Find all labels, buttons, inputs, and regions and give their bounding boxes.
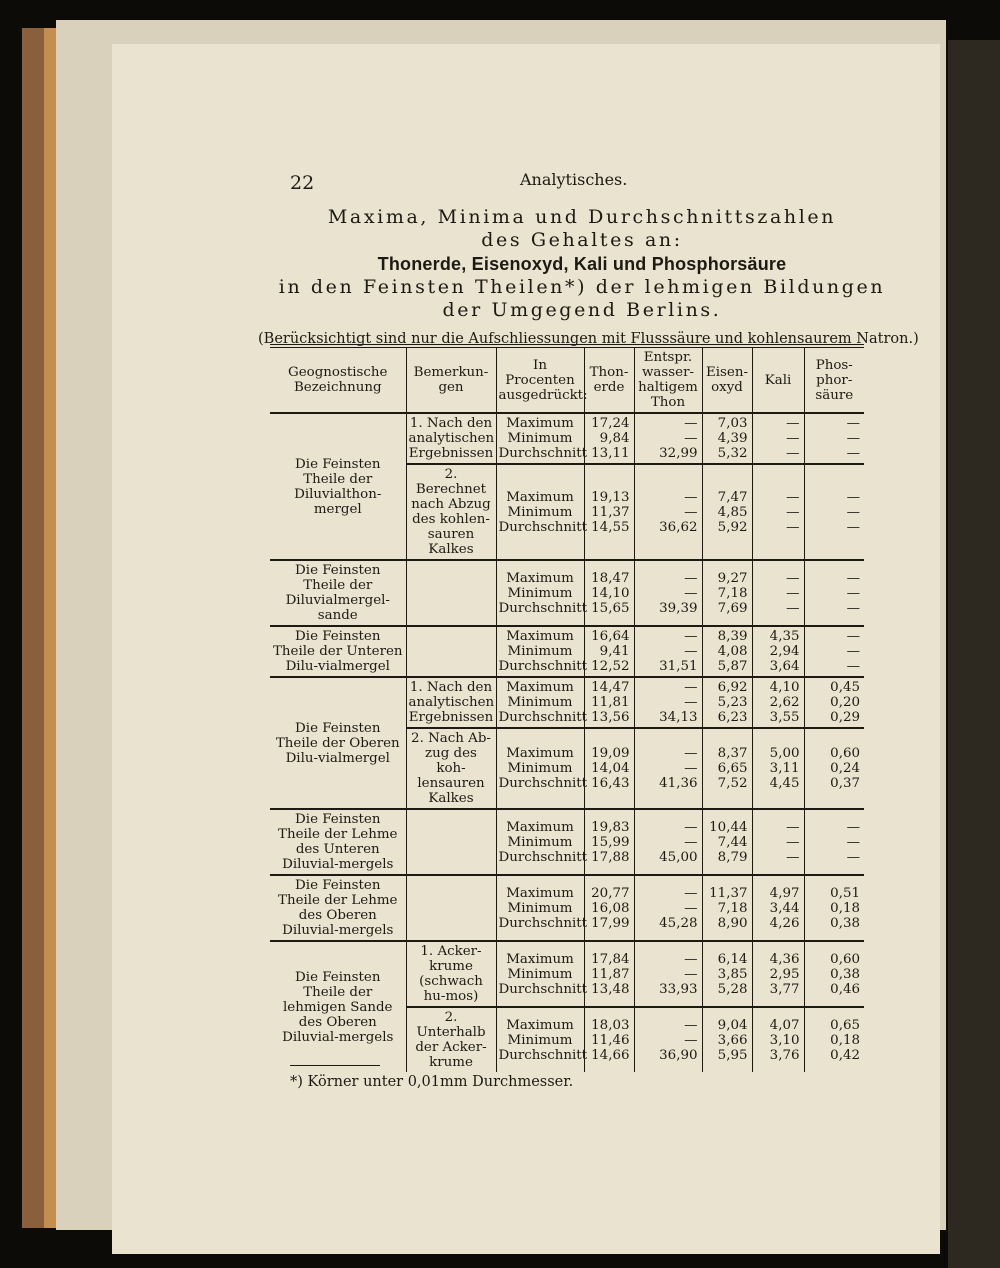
- thonerde-cell: [584, 875, 634, 941]
- kali-cell: [752, 677, 804, 728]
- cell-line: 7,18: [717, 900, 748, 916]
- percent-type-cell: [496, 677, 588, 728]
- cell-line: 9,41: [599, 644, 630, 659]
- title-line-3: Thonerde, Eisenoxyd, Kali und Phosphorsäure: [377, 254, 787, 274]
- table-row: [270, 413, 864, 464]
- cell-line: Maximum: [506, 819, 574, 835]
- cell-line: —: [684, 1032, 698, 1048]
- kali-cell: [752, 941, 804, 1007]
- cell-line: 19,83: [591, 819, 630, 835]
- wasser-thon-cell: [634, 941, 702, 1007]
- cell-line: Maximum: [506, 489, 574, 505]
- title-line-2: des Gehaltes an:: [481, 229, 683, 251]
- cell-line: 3,64: [769, 659, 800, 674]
- cell-line: 12,52: [591, 659, 630, 674]
- cell-line: Maximum: [506, 951, 574, 967]
- cell-line: 4,85: [717, 504, 748, 520]
- phosphorsaeure-cell: [804, 464, 864, 560]
- cell-line: 32,99: [659, 446, 698, 461]
- cell-line: 15,99: [591, 834, 630, 850]
- cell-line: Maximum: [506, 416, 574, 431]
- phosphorsaeure-cell: [804, 560, 864, 626]
- data-table: [270, 344, 864, 1072]
- cell-line: 11,46: [591, 1032, 630, 1048]
- cell-line: 45,00: [659, 849, 698, 865]
- cell-line: 11,37: [591, 504, 630, 520]
- header-wasser: Entspr. wasser-haltigem Thon: [634, 346, 702, 413]
- cell-line: Maximum: [506, 1017, 574, 1033]
- cell-line: —: [684, 644, 698, 659]
- cell-line: 36,62: [659, 519, 698, 535]
- header-proc: In Procenten ausgedrückt:: [496, 346, 584, 413]
- cell-line: 8,37: [717, 746, 748, 761]
- cell-line: 39,39: [659, 600, 698, 616]
- cell-line: Durchschnitt: [498, 915, 588, 931]
- cell-line: 6,92: [717, 680, 748, 695]
- cell-line: 3,66: [717, 1032, 748, 1048]
- table-title-block: [258, 206, 919, 348]
- cell-line: 4,10: [769, 680, 800, 695]
- cell-line: 7,44: [717, 834, 748, 850]
- cell-line: 4,08: [717, 644, 748, 659]
- cell-line: 34,13: [659, 710, 698, 725]
- cell-line: 4,07: [769, 1017, 800, 1033]
- cell-line: Maximum: [506, 746, 574, 761]
- remark-cell: [406, 626, 496, 677]
- cell-line: —: [684, 951, 698, 967]
- cell-line: 0,60: [830, 951, 860, 967]
- cell-line: 4,39: [717, 431, 748, 446]
- cell-line: Minimum: [507, 644, 573, 659]
- wasser-thon-cell: [634, 464, 702, 560]
- cell-line: —: [786, 416, 800, 431]
- eisenoxyd-cell: [702, 809, 752, 875]
- kali-cell: [752, 875, 804, 941]
- cell-line: 16,64: [591, 629, 630, 644]
- cell-line: 3,55: [769, 710, 800, 725]
- cell-line: 0,37: [830, 776, 860, 791]
- geognostic-label: Die Feinsten Theile der lehmigen Sande des Oberen Diluvial-mergels: [270, 941, 406, 1072]
- thonerde-cell: [584, 464, 634, 560]
- cell-line: —: [846, 600, 860, 616]
- cell-line: —: [786, 600, 800, 616]
- cell-line: 9,84: [599, 431, 630, 446]
- cell-line: —: [786, 431, 800, 446]
- cell-line: Durchschnitt: [498, 776, 588, 791]
- table-body: [270, 413, 864, 1072]
- cell-line: 7,47: [717, 489, 748, 505]
- running-head: [112, 170, 940, 200]
- cell-line: Minimum: [507, 695, 573, 710]
- cell-line: 4,45: [769, 776, 800, 791]
- cell-line: 6,65: [717, 761, 748, 776]
- geognostic-label: Die Feinsten Theile der Diluvialmergel-sande: [270, 560, 406, 626]
- percent-type-cell: [496, 626, 588, 677]
- wasser-thon-cell: [634, 1007, 702, 1072]
- cell-line: 17,84: [591, 951, 630, 967]
- cell-line: 5,00: [769, 746, 800, 761]
- cell-line: Minimum: [507, 761, 573, 776]
- data-table-wrapper: [270, 344, 864, 1072]
- eisenoxyd-cell: [702, 941, 752, 1007]
- cell-line: —: [846, 849, 860, 865]
- kali-cell: [752, 728, 804, 809]
- cell-line: Minimum: [507, 431, 573, 446]
- cell-line: 17,88: [591, 849, 630, 865]
- cell-line: —: [846, 519, 860, 535]
- eisenoxyd-cell: [702, 413, 752, 464]
- cell-line: —: [846, 489, 860, 505]
- cell-line: 3,10: [769, 1032, 800, 1048]
- thonerde-cell: [584, 677, 634, 728]
- cell-line: —: [786, 489, 800, 505]
- kali-cell: [752, 809, 804, 875]
- cell-line: Durchschnitt: [498, 1047, 588, 1063]
- cell-line: —: [684, 416, 698, 431]
- title-note: (Berücksichtigt sind nur die Aufschliessungen mit Flusssäure und kohlensaurem Natron.): [258, 331, 919, 347]
- cell-line: 14,04: [591, 761, 630, 776]
- cell-line: 19,13: [591, 489, 630, 505]
- title-line-4: in den Feinsten Theilen*) der lehmigen Bildungen: [278, 276, 886, 298]
- cell-line: —: [684, 695, 698, 710]
- cell-line: —: [684, 570, 698, 586]
- footnote: *) Körner unter 0,01mm Durchmesser.: [290, 1074, 574, 1090]
- remark-cell: 1. Acker-krume (schwach hu-mos): [406, 941, 496, 1007]
- phosphorsaeure-cell: [804, 875, 864, 941]
- cell-line: 0,20: [830, 695, 860, 710]
- header-thon: Thon-erde: [584, 346, 634, 413]
- cell-line: 2,94: [769, 644, 800, 659]
- cell-line: —: [846, 659, 860, 674]
- cell-line: 5,32: [717, 446, 748, 461]
- table-row: [270, 626, 864, 677]
- cell-line: 2,95: [769, 966, 800, 982]
- cell-line: —: [684, 885, 698, 901]
- cell-line: 0,42: [830, 1047, 860, 1063]
- phosphorsaeure-cell: [804, 1007, 864, 1072]
- cell-line: Maximum: [506, 885, 574, 901]
- cell-line: Durchschnitt: [498, 519, 588, 535]
- eisenoxyd-cell: [702, 464, 752, 560]
- cell-line: 5,28: [717, 981, 748, 997]
- geognostic-label: Die Feinsten Theile der Unteren Dilu-vialmergel: [270, 626, 406, 677]
- cell-line: Maximum: [506, 629, 574, 644]
- cell-line: 4,26: [769, 915, 800, 931]
- cell-line: 10,44: [709, 819, 748, 835]
- cell-line: 4,36: [769, 951, 800, 967]
- cell-line: Durchschnitt: [498, 710, 588, 725]
- cell-line: —: [846, 834, 860, 850]
- geognostic-label: Die Feinsten Theile der Lehme des Unteren Diluvial-mergels: [270, 809, 406, 875]
- percent-type-cell: [496, 728, 588, 809]
- header-geo: Geognostische Bezeichnung: [270, 346, 406, 413]
- table-row: [270, 809, 864, 875]
- cell-line: 0,18: [830, 900, 860, 916]
- cell-line: 13,11: [591, 446, 630, 461]
- cell-line: 36,90: [659, 1047, 698, 1063]
- cell-line: 8,79: [717, 849, 748, 865]
- cell-line: 17,24: [591, 416, 630, 431]
- cell-line: 3,44: [769, 900, 800, 916]
- percent-type-cell: [496, 1007, 588, 1072]
- cell-line: 6,23: [717, 710, 748, 725]
- cell-line: 17,99: [591, 915, 630, 931]
- cell-line: 4,97: [769, 885, 800, 901]
- cell-line: —: [786, 834, 800, 850]
- cell-line: 45,28: [659, 915, 698, 931]
- cell-line: 13,56: [591, 710, 630, 725]
- cell-line: 33,93: [659, 981, 698, 997]
- percent-type-cell: [496, 875, 588, 941]
- phosphorsaeure-cell: [804, 809, 864, 875]
- cell-line: Maximum: [506, 570, 574, 586]
- cell-line: Durchschnitt: [498, 981, 588, 997]
- phosphorsaeure-cell: [804, 626, 864, 677]
- cell-line: 7,18: [717, 585, 748, 601]
- wasser-thon-cell: [634, 875, 702, 941]
- eisenoxyd-cell: [702, 728, 752, 809]
- cell-line: 7,03: [717, 416, 748, 431]
- cell-line: 31,51: [659, 659, 698, 674]
- cell-line: 3,85: [717, 966, 748, 982]
- cell-line: 6,14: [717, 951, 748, 967]
- percent-type-cell: [496, 413, 588, 464]
- cell-line: 11,81: [591, 695, 630, 710]
- percent-type-cell: [496, 809, 588, 875]
- cell-line: —: [786, 519, 800, 535]
- cell-line: —: [684, 819, 698, 835]
- cell-line: 14,66: [591, 1047, 630, 1063]
- cell-line: —: [846, 446, 860, 461]
- thonerde-cell: [584, 728, 634, 809]
- header-bem: Bemerkun-gen: [406, 346, 496, 413]
- cell-line: —: [786, 849, 800, 865]
- book-page: [112, 44, 940, 1254]
- phosphorsaeure-cell: [804, 941, 864, 1007]
- cell-line: —: [684, 504, 698, 520]
- kali-cell: [752, 413, 804, 464]
- cell-line: 16,08: [591, 900, 630, 916]
- cell-line: 5,95: [717, 1047, 748, 1063]
- cell-line: 16,43: [591, 776, 630, 791]
- cell-line: —: [684, 834, 698, 850]
- cell-line: —: [786, 585, 800, 601]
- wasser-thon-cell: [634, 809, 702, 875]
- cell-line: Minimum: [507, 504, 573, 520]
- wasser-thon-cell: [634, 626, 702, 677]
- cell-line: —: [846, 570, 860, 586]
- cell-line: Minimum: [507, 585, 573, 601]
- cell-line: 2,62: [769, 695, 800, 710]
- thonerde-cell: [584, 941, 634, 1007]
- remark-cell: 2. Unterhalb der Acker-krume: [406, 1007, 496, 1072]
- cell-line: 18,03: [591, 1017, 630, 1033]
- cell-line: —: [786, 446, 800, 461]
- cell-line: 4,35: [769, 629, 800, 644]
- cell-line: 5,23: [717, 695, 748, 710]
- background-right: [948, 40, 1000, 1268]
- cell-line: 5,87: [717, 659, 748, 674]
- cell-line: Minimum: [507, 900, 573, 916]
- geognostic-label: Die Feinsten Theile der Oberen Dilu-vialmergel: [270, 677, 406, 809]
- eisenoxyd-cell: [702, 626, 752, 677]
- phosphorsaeure-cell: [804, 728, 864, 809]
- remark-cell: 2. Nach Ab-zug des koh-lensauren Kalkes: [406, 728, 496, 809]
- cell-line: 0,65: [830, 1017, 860, 1033]
- cell-line: —: [684, 746, 698, 761]
- cell-line: 3,76: [769, 1047, 800, 1063]
- cell-line: 0,18: [830, 1032, 860, 1048]
- eisenoxyd-cell: [702, 677, 752, 728]
- kali-cell: [752, 626, 804, 677]
- cell-line: —: [846, 644, 860, 659]
- cell-line: 0,38: [830, 915, 860, 931]
- cell-line: —: [846, 416, 860, 431]
- cell-line: 11,87: [591, 966, 630, 982]
- cell-line: —: [684, 629, 698, 644]
- cell-line: —: [684, 761, 698, 776]
- cell-line: 0,45: [830, 680, 860, 695]
- header-phos: Phos-phor-säure: [804, 346, 864, 413]
- remark-cell: 2. Berechnet nach Abzug des kohlen-sauren Kalkes: [406, 464, 496, 560]
- eisenoxyd-cell: [702, 875, 752, 941]
- table-row: [270, 560, 864, 626]
- cell-line: Durchschnitt: [498, 659, 588, 674]
- cell-line: —: [786, 504, 800, 520]
- percent-type-cell: [496, 560, 588, 626]
- cell-line: —: [846, 819, 860, 835]
- phosphorsaeure-cell: [804, 677, 864, 728]
- title-line-1: Maxima, Minima und Durchschnittszahlen: [327, 206, 837, 228]
- cell-line: —: [846, 504, 860, 520]
- cell-line: Minimum: [507, 1032, 573, 1048]
- cell-line: 0,46: [830, 981, 860, 997]
- cell-line: —: [684, 900, 698, 916]
- cell-line: 8,90: [717, 915, 748, 931]
- remark-cell: [406, 560, 496, 626]
- thonerde-cell: [584, 626, 634, 677]
- cell-line: 0,60: [830, 746, 860, 761]
- cell-line: 3,11: [769, 761, 800, 776]
- cell-line: Durchschnitt: [498, 849, 588, 865]
- cell-line: —: [684, 966, 698, 982]
- cell-line: Maximum: [506, 680, 574, 695]
- cell-line: 14,10: [591, 585, 630, 601]
- title-line-5: der Umgegend Berlins.: [442, 299, 722, 321]
- cell-line: 14,55: [591, 519, 630, 535]
- cell-line: 15,65: [591, 600, 630, 616]
- kali-cell: [752, 560, 804, 626]
- cell-line: —: [684, 489, 698, 505]
- cell-line: 14,47: [591, 680, 630, 695]
- cell-line: 9,27: [717, 570, 748, 586]
- cell-line: 13,48: [591, 981, 630, 997]
- cell-line: Minimum: [507, 834, 573, 850]
- cell-line: 11,37: [709, 885, 748, 901]
- thonerde-cell: [584, 1007, 634, 1072]
- footnote-rule: [290, 1065, 380, 1066]
- cell-line: 20,77: [591, 885, 630, 901]
- cell-line: 0,38: [830, 966, 860, 982]
- wasser-thon-cell: [634, 677, 702, 728]
- cell-line: 18,47: [591, 570, 630, 586]
- geognostic-label: Die Feinsten Theile der Diluvialthon-mergel: [270, 413, 406, 560]
- cell-line: 0,24: [830, 761, 860, 776]
- remark-cell: [406, 809, 496, 875]
- kali-cell: [752, 464, 804, 560]
- table-header-row: [270, 346, 864, 413]
- phosphorsaeure-cell: [804, 413, 864, 464]
- cell-line: 9,04: [717, 1017, 748, 1033]
- cell-line: —: [786, 819, 800, 835]
- wasser-thon-cell: [634, 413, 702, 464]
- cell-line: 19,09: [591, 746, 630, 761]
- table-row: [270, 941, 864, 1007]
- kali-cell: [752, 1007, 804, 1072]
- table-row: [270, 677, 864, 728]
- cell-line: 7,52: [717, 776, 748, 791]
- cell-line: —: [684, 431, 698, 446]
- running-title: Analytisches.: [520, 170, 628, 189]
- percent-type-cell: [496, 941, 588, 1007]
- percent-type-cell: [496, 464, 588, 560]
- cell-line: 3,77: [769, 981, 800, 997]
- thonerde-cell: [584, 413, 634, 464]
- eisenoxyd-cell: [702, 1007, 752, 1072]
- thonerde-cell: [584, 809, 634, 875]
- eisenoxyd-cell: [702, 560, 752, 626]
- cell-line: —: [684, 680, 698, 695]
- cell-line: Durchschnitt: [498, 446, 588, 461]
- cell-line: —: [846, 629, 860, 644]
- cell-line: 41,36: [659, 776, 698, 791]
- cell-line: Durchschnitt: [498, 600, 588, 616]
- geognostic-label: Die Feinsten Theile der Lehme des Oberen Diluvial-mergels: [270, 875, 406, 941]
- cell-line: —: [684, 1017, 698, 1033]
- remark-cell: 1. Nach den analytischen Ergebnissen: [406, 677, 496, 728]
- wasser-thon-cell: [634, 728, 702, 809]
- header-kali: Kali: [752, 346, 804, 413]
- thonerde-cell: [584, 560, 634, 626]
- cell-line: 0,51: [830, 885, 860, 901]
- cell-line: 5,92: [717, 519, 748, 535]
- cell-line: —: [846, 585, 860, 601]
- cell-line: —: [684, 585, 698, 601]
- cell-line: 8,39: [717, 629, 748, 644]
- cell-line: 0,29: [830, 710, 860, 725]
- cell-line: —: [786, 570, 800, 586]
- table-row: [270, 875, 864, 941]
- wasser-thon-cell: [634, 560, 702, 626]
- remark-cell: [406, 875, 496, 941]
- page-number: 22: [290, 172, 315, 194]
- cell-line: —: [846, 431, 860, 446]
- remark-cell: 1. Nach den analytischen Ergebnissen: [406, 413, 496, 464]
- cell-line: 7,69: [717, 600, 748, 616]
- header-eisen: Eisen-oxyd: [702, 346, 752, 413]
- cell-line: Minimum: [507, 966, 573, 982]
